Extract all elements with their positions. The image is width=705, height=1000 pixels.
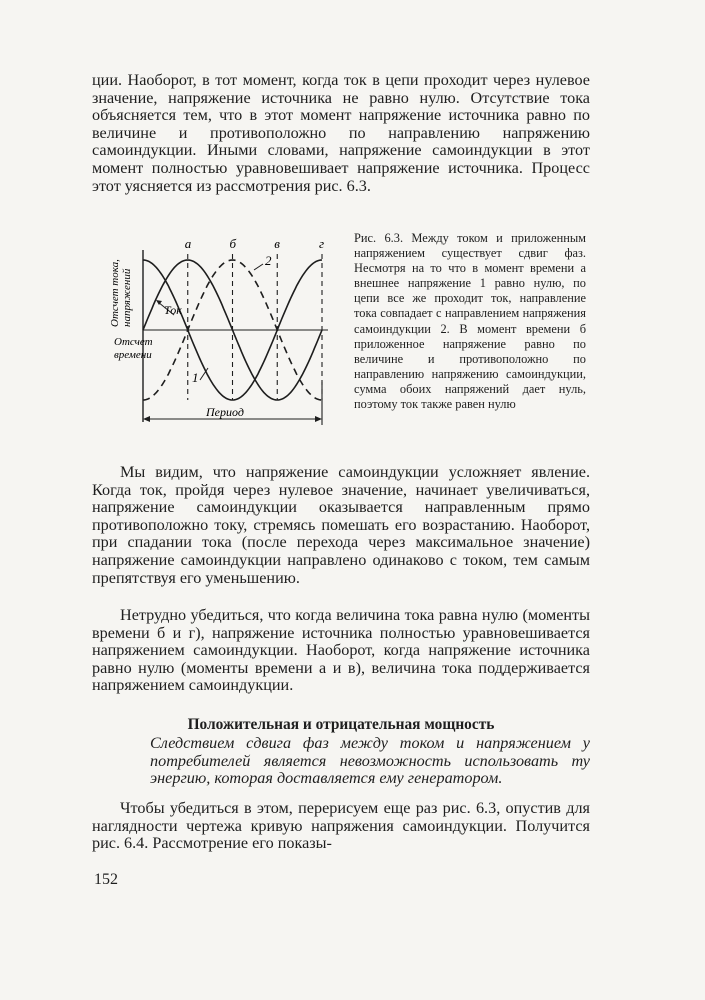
body-paragraph-4: Чтобы убедиться в этом, перерисуем еще раз рис. 6.3, опустив для наглядности чертежа кривую напряжения самоиндукции. Получится рис. 6.4. Рассмотрение его показы- [92, 799, 590, 853]
body-paragraph-3: Нетрудно убедиться, что когда величина тока равна нулю (моменты времени б и г), напряжение источника полностью уравновешивается напряжением самоиндукции. Наоборот, когда напряжение источника равно нулю (моменты времени а и в), величина тока поддерживается напряжением самоиндукции. [92, 606, 590, 695]
y-axis-label-line1: Отсчет тока, [109, 259, 121, 327]
time-marker-label-b: б [229, 236, 237, 251]
body-paragraph-1: ции. Наоборот, в тот момент, когда ток в цепи проходит через нулевое значение, напряжение источника не равно нулю. Отсутствие тока объясняется тем, что в этот момент напряжение источника равно по величине и противоположно по направлению напряжению самоиндукции. Иными словами, напряжение самоиндукции в этот момент полностью уравновешивает напряжение источника. Процесс этот уясняется из рассмотрения рис. 6.3. [92, 71, 590, 195]
time-origin-label-line2: времени [114, 349, 152, 361]
time-marker-label-g: г [319, 236, 325, 251]
body-paragraph-2: Мы видим, что напряжение самоиндукции усложняет явление. Когда ток, пройдя через нулевое значение, начинает увеличиваться, напряжение самоиндукции оказывается направленным прямо противоположно току, стремясь помешать его возрастанию. Наоборот, при спадании тока (после перехода через максимальное значение) напряжение самоиндукции направлено одинаково с током, тем самым препятствуя его уменьшению. [92, 463, 590, 587]
period-arrow-left-head [143, 416, 150, 422]
time-origin-label-line1: Отсчет [114, 336, 153, 348]
page-number: 152 [94, 871, 118, 888]
time-marker-label-v: в [274, 236, 280, 251]
period-arrow-right-head [315, 416, 322, 422]
curve-2-pointer [254, 264, 263, 270]
curve-2-label: 2 [265, 253, 272, 268]
figure-6-3 [98, 232, 348, 432]
time-marker-label-a: а [184, 236, 192, 251]
period-label: Период [206, 405, 244, 419]
y-axis-label-line2: напряжений [121, 268, 133, 327]
curve-1-label: 1 [192, 370, 199, 385]
italic-paragraph: Следствием сдвига фаз между током и напряжением у потребителей является невозможность использовать ту энергию, которая доставляется ему генератором. [150, 734, 590, 788]
current-label: Ток [164, 303, 182, 317]
figure-caption: Рис. 6.3. Между током и приложенным напряжением существует сдвиг фаз. Несмотря на то что в момент времени а внешнее напряжение 1 равно нулю, по цепи все же проходит ток, направление тока совпадает с направлением напряжения самоиндукции 2. В момент времени б приложенное напряжение равно по величине и противоположно по направлению напряжению самоиндукции, сумма обоих напряжений дает нуль, поэтому ток также равен нулю [354, 231, 586, 412]
time-marker-labels [185, 236, 324, 251]
section-heading: Положительная и отрицательная мощность [187, 716, 495, 733]
